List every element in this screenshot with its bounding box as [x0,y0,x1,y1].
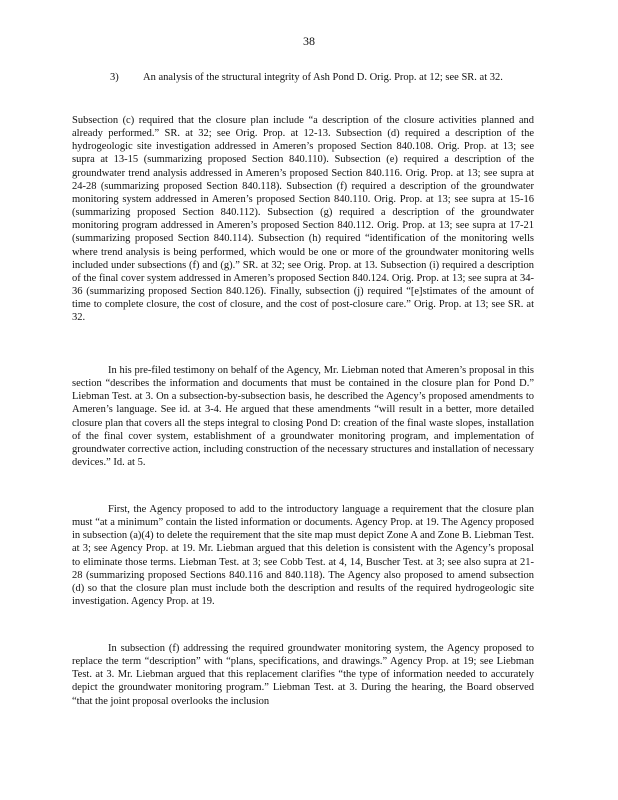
list-item-text: An analysis of the structural integrity of Ash Pond D. Orig. Prop. at 12; see SR. at 32. [143,72,503,83]
list-item-number: 3) [110,72,119,83]
body-paragraph: In subsection (f) addressing the required groundwater monitoring system, the Agency proposed to replace the term “description” with “plans, specifications, and drawings.” Agency Prop. at 19; see Liebman Test. at 3. Mr. Liebman argued that this replacement clarifies “the type of information needed to accurately depict the groundwater monitoring program.” Liebman Test. at 3. During the hearing, the Board observed “that the joint proposal overlooks the inclusion [72,643,534,707]
body-paragraph: Subsection (c) required that the closure plan include “a description of the closure activities planned and already performed.” SR. at 32; see Orig. Prop. at 12-13. Subsection (d) required a description of the hydrogeologic site investigation addressed in Ameren’s proposed Section 840.108. Orig. Prop. at 13; see supra at 13-15 (summarizing proposed Section 840.110). Subsection (e) required a description of the groundwater trend analysis addressed in Ameren’s proposed Section 840.116. Orig. Prop. at 13; see supra at 24-28 (summarizing proposed Section 840.118). Subsection (f) required a description of the groundwater monitoring system addressed in Ameren’s proposed Section 840.110. Orig. Prop. at 13; see supra at 15-16 (summarizing proposed Section 840.112). Subsection (g) required a description of the groundwater monitoring program addressed in Ameren’s proposed Section 840.112. Orig. Prop. at 13; see supra at 17-21 (summarizing proposed Section 840.114). Subsection (h) required “identification of the monitoring wells where trend analysis is being performed, which would be one or more of the groundwater monitoring wells included under subsections (f) and (g).” SR. at 32; see Orig. Prop. at 13. Subsection (i) required a description of the final cover system addressed in Ameren’s proposed Section 840.124. Orig. Prop. at 13; see supra at 34-36 (summarizing proposed Section 840.126). Finally, subsection (j) required “[e]stimates of the amount of time to complete closure, the cost of closure, and the cost of post-closure care.” Orig. Prop. at 13; see SR. at 32. [72,115,534,324]
page-number: 38 [303,34,315,48]
body-paragraph: In his pre-filed testimony on behalf of the Agency, Mr. Liebman noted that Ameren’s proposal in this section “describes the information and documents that must be contained in the closure plan for Pond D.” Liebman Test. at 3. On a subsection-by-subsection basis, he described the Agency’s proposed amendments to Ameren’s language. See id. at 3-4. He argued that these amendments “will result in a better, more detailed closure plan that covers all the steps integral to closing Pond D: creation of the final waste slopes, installation of the final cover system, establishment of a groundwater monitoring program, and implementation of groundwater corrective action, including construction of the necessary structures and installation of necessary devices.” Id. at 5. [72,365,534,469]
body-paragraph: First, the Agency proposed to add to the introductory language a requirement that the closure plan must “at a minimum” contain the listed information or documents. Agency Prop. at 19. The Agency proposed in subsection (a)(4) to delete the requirement that the site map must depict Zone A and Zone B. Liebman Test. at 3; see Agency Prop. at 19. Mr. Liebman argued that this deletion is consistent with the Agency’s proposal to eliminate those terms. Liebman Test. at 3; see Cobb Test. at 4, 14, Buscher Test. at 3; see also supra at 21-28 (summarizing proposed Sections 840.116 and 840.118). The Agency also proposed to amend subsection (d) so that the closure plan must include both the description and results of the required hydrogeologic site investigation. Agency Prop. at 19. [72,504,534,608]
